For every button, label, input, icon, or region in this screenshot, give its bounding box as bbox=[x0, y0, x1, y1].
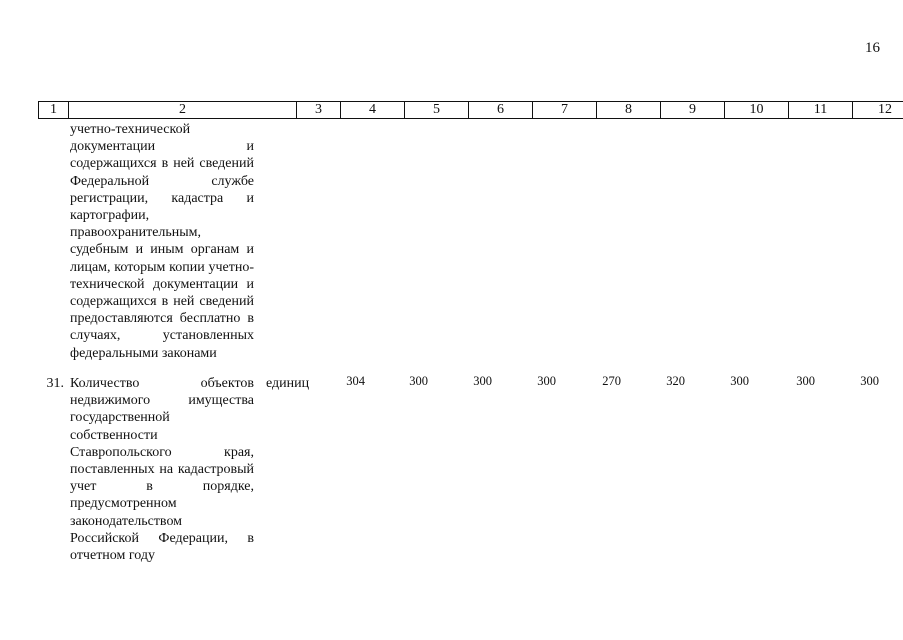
row-value-col10: 300 bbox=[730, 374, 749, 388]
row-value-col4: 304 bbox=[346, 374, 365, 388]
column-header: 10 bbox=[725, 102, 789, 119]
row-value-col7: 300 bbox=[537, 374, 556, 388]
column-header-table bbox=[38, 101, 903, 119]
row-value-col6: 300 bbox=[473, 374, 492, 388]
row-value-col9: 320 bbox=[666, 374, 685, 388]
column-header: 7 bbox=[533, 102, 597, 119]
row-value-col11: 300 bbox=[796, 374, 815, 388]
column-header: 9 bbox=[661, 102, 725, 119]
column-header: 4 bbox=[341, 102, 405, 119]
row-number: 31. bbox=[46, 376, 64, 391]
row-description: Количество объектов недвижимого имущества государственной собственности Ставропольского края, поставленных на кадастровый учет в порядке, предусмотренном законодательством Российской Федерации, в отчетном году bbox=[70, 376, 254, 564]
column-header: 1 bbox=[39, 102, 69, 119]
row-value-col8: 270 bbox=[602, 374, 621, 388]
column-header: 6 bbox=[469, 102, 533, 119]
column-header: 3 bbox=[297, 102, 341, 119]
row-value-col12: 300 bbox=[860, 374, 879, 388]
column-number-row bbox=[39, 102, 903, 119]
continued-row-description: учетно-технической документации и содержащихся в ней сведений Федеральной службе регистрации, кадастра и картографии, правоохранительным, судебным и иным органам и лицам, которым копии учетно-технической документации и содержащихся в ней сведений предоставляются бесплатно в случаях, установленных федеральными законами bbox=[70, 122, 254, 361]
column-header: 5 bbox=[405, 102, 469, 119]
column-header: 11 bbox=[789, 102, 853, 119]
column-header: 2 bbox=[69, 102, 297, 119]
row-value-col5: 300 bbox=[409, 374, 428, 388]
column-header: 12 bbox=[853, 102, 903, 119]
page-number: 16 bbox=[865, 40, 880, 56]
row-unit: единиц bbox=[266, 376, 310, 391]
column-header: 8 bbox=[597, 102, 661, 119]
